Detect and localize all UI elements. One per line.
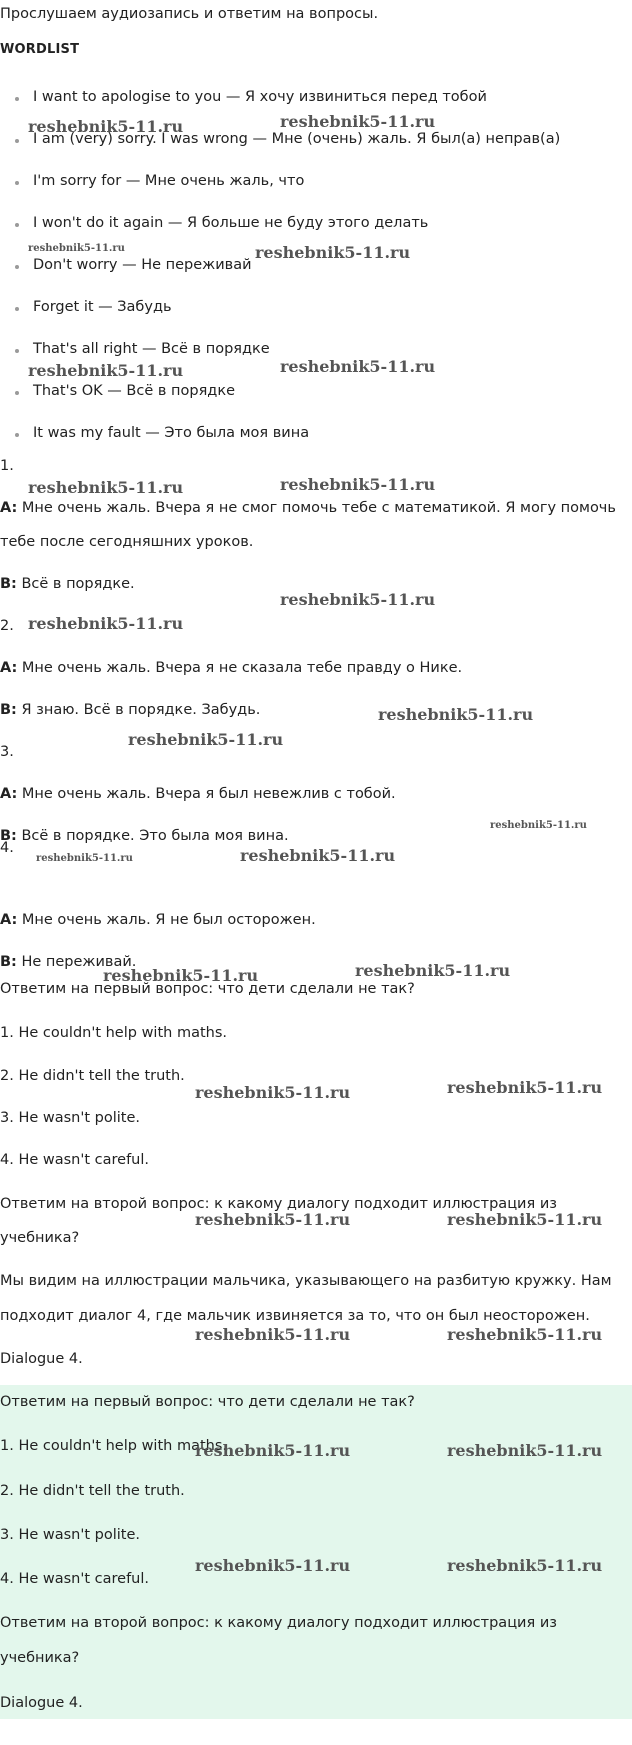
speaker-a-label: A: bbox=[0, 912, 18, 928]
speaker-b-text: Не переживай. bbox=[21, 954, 137, 970]
speaker-a-text: Мне очень жаль. Я не был осторожен. bbox=[21, 912, 316, 928]
watermark: reshebnik5-11.ru bbox=[36, 853, 133, 864]
bullet-icon bbox=[15, 349, 19, 353]
watermark: reshebnik5-11.ru bbox=[195, 1083, 351, 1102]
bullet-icon bbox=[15, 223, 19, 227]
bullet-icon bbox=[15, 97, 19, 101]
explanation-text-continued: подходит диалог 4, где мальчик извиняется за то, что он был неосторожен. bbox=[0, 1308, 590, 1324]
answer-item: 3. He wasn't polite. bbox=[0, 1110, 140, 1126]
watermark: reshebnik5-11.ru bbox=[195, 1210, 351, 1229]
answer-item: 4. He wasn't careful. bbox=[0, 1152, 150, 1168]
watermark: reshebnik5-11.ru bbox=[355, 961, 511, 980]
summary-answer-item: 3. He wasn't polite. bbox=[0, 1527, 140, 1543]
speaker-a-text: Мне очень жаль. Вчера я не смог помочь тебе с математикой. Я могу помочь bbox=[21, 500, 616, 516]
dialogue-line-b bbox=[0, 702, 260, 718]
question-one: Ответим на первый вопрос: что дети сделали не так? bbox=[0, 981, 415, 997]
dialogue-line-a bbox=[0, 912, 316, 928]
dialogue-number: 4. bbox=[0, 840, 14, 856]
watermark: reshebnik5-11.ru bbox=[447, 1556, 603, 1575]
dialogue-line-b bbox=[0, 576, 135, 592]
wordlist-item: I'm sorry for — Мне очень жаль, что bbox=[33, 173, 305, 189]
summary-question-two-continued: учебника? bbox=[0, 1650, 80, 1666]
speaker-b-text: Всё в порядке. bbox=[21, 576, 135, 592]
bullet-icon bbox=[15, 265, 19, 269]
speaker-b-label: B: bbox=[0, 954, 17, 970]
watermark: reshebnik5-11.ru bbox=[28, 243, 125, 254]
watermark: reshebnik5-11.ru bbox=[447, 1078, 603, 1097]
watermark: reshebnik5-11.ru bbox=[447, 1325, 603, 1344]
wordlist-heading: WORDLIST bbox=[0, 42, 80, 57]
intro-text: Прослушаем аудиозапись и ответим на вопросы. bbox=[0, 6, 379, 22]
summary-answer-item: 4. He wasn't careful. bbox=[0, 1571, 150, 1587]
watermark: reshebnik5-11.ru bbox=[28, 478, 184, 497]
summary-question-one: Ответим на первый вопрос: что дети сделали не так? bbox=[0, 1394, 415, 1410]
wordlist-item: Forget it — Забудь bbox=[33, 299, 172, 315]
dialogue-line-b bbox=[0, 828, 289, 844]
bullet-icon bbox=[15, 139, 19, 143]
speaker-a-label: A: bbox=[0, 786, 18, 802]
bullet-icon bbox=[15, 433, 19, 437]
watermark: reshebnik5-11.ru bbox=[240, 846, 396, 865]
speaker-a-label: A: bbox=[0, 500, 18, 516]
speaker-b-text: Всё в порядке. Это была моя вина. bbox=[21, 828, 289, 844]
watermark: reshebnik5-11.ru bbox=[195, 1325, 351, 1344]
dialogue-line-a bbox=[0, 500, 616, 516]
speaker-b-label: B: bbox=[0, 828, 17, 844]
question-two-continued: учебника? bbox=[0, 1230, 80, 1246]
answer-item: 2. He didn't tell the truth. bbox=[0, 1068, 185, 1084]
wordlist-item: Don't worry — Не переживай bbox=[33, 257, 252, 273]
speaker-a-text: Мне очень жаль. Вчера я не сказала тебе правду о Нике. bbox=[21, 660, 463, 676]
watermark: reshebnik5-11.ru bbox=[280, 357, 436, 376]
watermark: reshebnik5-11.ru bbox=[280, 590, 436, 609]
watermark: reshebnik5-11.ru bbox=[447, 1441, 603, 1460]
watermark: reshebnik5-11.ru bbox=[195, 1441, 351, 1460]
dialogue-line-a bbox=[0, 786, 396, 802]
wordlist-item: I want to apologise to you — Я хочу извиниться перед тобой bbox=[33, 89, 487, 105]
watermark: reshebnik5-11.ru bbox=[195, 1556, 351, 1575]
speaker-b-label: B: bbox=[0, 702, 17, 718]
bullet-icon bbox=[15, 391, 19, 395]
summary-answer-item: 2. He didn't tell the truth. bbox=[0, 1483, 185, 1499]
bullet-icon bbox=[15, 181, 19, 185]
explanation-text: Мы видим на иллюстрации мальчика, указывающего на разбитую кружку. Нам bbox=[0, 1273, 612, 1289]
speaker-a-label: A: bbox=[0, 660, 18, 676]
wordlist-item: I won't do it again — Я больше не буду этого делать bbox=[33, 215, 429, 231]
dialogue-line-a bbox=[0, 660, 462, 676]
wordlist-item: That's OK — Всё в порядке bbox=[33, 383, 235, 399]
speaker-b-text: Я знаю. Всё в порядке. Забудь. bbox=[21, 702, 261, 718]
summary-question-two: Ответим на второй вопрос: к какому диалогу подходит иллюстрация из bbox=[0, 1615, 557, 1631]
watermark: reshebnik5-11.ru bbox=[255, 243, 411, 262]
watermark: reshebnik5-11.ru bbox=[280, 475, 436, 494]
answer-item: 1. He couldn't help with maths. bbox=[0, 1025, 227, 1041]
speaker-a-text: Мне очень жаль. Вчера я был невежлив с тобой. bbox=[21, 786, 396, 802]
watermark: reshebnik5-11.ru bbox=[28, 361, 184, 380]
wordlist-item: That's all right — Всё в порядке bbox=[33, 341, 270, 357]
summary-final-answer: Dialogue 4. bbox=[0, 1695, 83, 1711]
wordlist-item: I am (very) sorry. I was wrong — Мне (очень) жаль. Я был(а) неправ(а) bbox=[33, 131, 561, 147]
speaker-b-label: B: bbox=[0, 576, 17, 592]
dialogue-number: 2. bbox=[0, 618, 14, 634]
watermark: reshebnik5-11.ru bbox=[28, 117, 184, 136]
question-two: Ответим на второй вопрос: к какому диалогу подходит иллюстрация из bbox=[0, 1196, 557, 1212]
watermark: reshebnik5-11.ru bbox=[128, 730, 284, 749]
dialogue-number: 3. bbox=[0, 744, 14, 760]
watermark: reshebnik5-11.ru bbox=[490, 820, 587, 831]
watermark: reshebnik5-11.ru bbox=[447, 1210, 603, 1229]
watermark: reshebnik5-11.ru bbox=[103, 966, 259, 985]
bullet-icon bbox=[15, 307, 19, 311]
summary-answer-item: 1. He couldn't help with maths. bbox=[0, 1438, 227, 1454]
dialogue-number: 1. bbox=[0, 458, 14, 474]
watermark: reshebnik5-11.ru bbox=[378, 705, 534, 724]
dialogue-line-a-continued: тебе после сегодняшних уроков. bbox=[0, 534, 254, 550]
summary-box bbox=[0, 1385, 632, 1719]
watermark: reshebnik5-11.ru bbox=[28, 614, 184, 633]
final-answer: Dialogue 4. bbox=[0, 1351, 83, 1367]
wordlist-item: It was my fault — Это была моя вина bbox=[33, 425, 310, 441]
watermark: reshebnik5-11.ru bbox=[280, 112, 436, 131]
